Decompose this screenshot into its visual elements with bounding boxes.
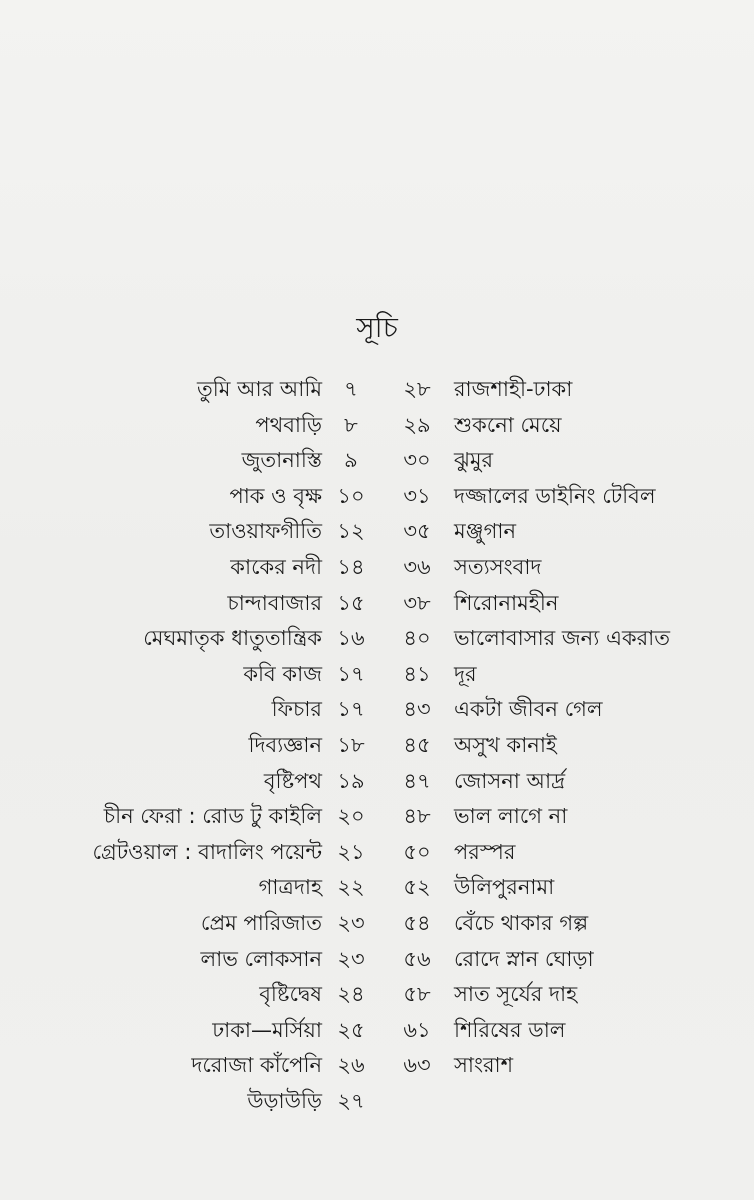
toc-right-title: ভালোবাসার জন্য একরাত xyxy=(454,626,671,651)
toc-left-page-number: ২৭ xyxy=(337,1088,365,1113)
toc-right-title: ঝুমুর xyxy=(454,448,494,473)
toc-right-page-number: ২৮ xyxy=(403,377,431,401)
toc-right-title: একটা জীবন গেল xyxy=(454,697,603,722)
toc-right-title: উলিপুরনামা xyxy=(454,875,555,900)
toc-row xyxy=(0,870,754,906)
toc-left-page-number: ১২ xyxy=(337,519,365,544)
toc-left-page-number: ১৮ xyxy=(337,732,365,757)
toc-left-title: বৃষ্টিপথ xyxy=(263,768,322,793)
toc-row xyxy=(0,657,754,693)
toc-left-page-number: ১৪ xyxy=(337,554,365,579)
toc-right-page-number: ৪৮ xyxy=(403,804,431,829)
toc-left-page-number: ২১ xyxy=(337,839,365,864)
toc-right-page-number: ৪১ xyxy=(403,661,431,686)
toc-left-title: দরোজা কাঁপেনি xyxy=(191,1053,322,1078)
toc-right-title: রোদে স্নান ঘোড়া xyxy=(454,946,594,971)
toc-right-title: সাংরাশ xyxy=(454,1053,514,1078)
toc-left-page-number: ২০ xyxy=(337,804,365,829)
toc-right-title: মঞ্জুগান xyxy=(454,519,516,544)
toc-right-page-number: ৪০ xyxy=(403,626,431,651)
toc-left-title: পাক ও বৃক্ষ xyxy=(229,483,322,508)
toc-right-page-number: ৪৭ xyxy=(403,768,431,793)
toc-left-title: তুমি আর আমি xyxy=(197,377,322,401)
toc-left-title: জুতানাস্তি xyxy=(241,448,322,473)
toc-left-page-number: ২৫ xyxy=(337,1017,365,1042)
toc-left-page-number: ১৭ xyxy=(337,697,365,722)
toc-left-page-number: ২৬ xyxy=(337,1053,365,1078)
toc-row xyxy=(0,764,754,800)
toc-row xyxy=(0,942,754,978)
toc-left-page-number: ২৩ xyxy=(337,946,365,971)
toc-left-page-number: ২২ xyxy=(337,875,365,900)
toc-right-page-number: ৫০ xyxy=(403,839,431,864)
toc-row xyxy=(0,799,754,835)
toc-right-title: শিরোনামহীন xyxy=(454,590,559,615)
toc-right-title: দূর xyxy=(454,661,477,686)
toc-left-title: ঢাকা—মর্সিয়া xyxy=(212,1017,322,1042)
toc-left-page-number: ২৩ xyxy=(337,910,365,935)
toc-right-title: সাত সূর্যের দাহ xyxy=(454,982,578,1007)
toc-right-page-number: ৫৮ xyxy=(403,982,431,1007)
toc-left-title: তাওয়াফগীতি xyxy=(209,519,322,544)
toc-left-title: কাকের নদী xyxy=(230,554,322,579)
toc-row xyxy=(0,408,754,444)
toc-list xyxy=(0,372,754,1119)
toc-left-page-number: ২৪ xyxy=(337,982,365,1007)
toc-left-page-number: ১৬ xyxy=(337,626,365,651)
toc-right-page-number: ২৯ xyxy=(403,412,431,437)
toc-row xyxy=(0,906,754,942)
toc-right-page-number: ৬৩ xyxy=(403,1053,431,1078)
toc-left-title: প্রেম পারিজাত xyxy=(200,910,322,935)
toc-right-page-number: ৩৬ xyxy=(403,554,431,579)
toc-right-page-number: ৬১ xyxy=(403,1017,431,1042)
toc-right-title: রাজশাহী-ঢাকা xyxy=(454,377,573,401)
toc-heading: সূচি xyxy=(356,311,398,344)
toc-left-page-number: ১৫ xyxy=(337,590,365,615)
toc-right-title: পরস্পর xyxy=(454,839,516,864)
toc-row xyxy=(0,514,754,550)
toc-left-page-number: ১৭ xyxy=(337,661,365,686)
toc-left-title: দিব্যজ্ঞান xyxy=(248,732,322,757)
toc-left-title: চান্দাবাজার xyxy=(227,590,322,615)
toc-row xyxy=(0,1013,754,1049)
toc-left-page-number: ১৯ xyxy=(337,768,365,793)
toc-row xyxy=(0,692,754,728)
toc-row xyxy=(0,621,754,657)
toc-right-title: জোসনা আর্দ্র xyxy=(454,768,566,793)
toc-left-title: গ্রেটওয়াল : বাদালিং পয়েন্ট xyxy=(92,839,322,864)
toc-right-page-number: ৩১ xyxy=(403,483,431,508)
toc-left-page-number: ১০ xyxy=(337,483,365,508)
toc-left-title: বৃষ্টিদ্বেষ xyxy=(259,982,322,1007)
toc-left-title: লাভ লোকসান xyxy=(200,946,322,971)
toc-left-title: উড়াউড়ি xyxy=(247,1088,322,1113)
toc-right-page-number: ৩৫ xyxy=(403,519,431,544)
toc-right-title: ভাল লাগে না xyxy=(454,804,568,829)
toc-right-page-number: ৪৫ xyxy=(403,732,431,757)
toc-left-title: কবি কাজ xyxy=(243,661,322,686)
toc-left-title: ফিচার xyxy=(271,697,322,722)
toc-right-title: অসুখ কানাই xyxy=(454,732,557,757)
toc-left-title: গাত্রদাহ xyxy=(258,875,322,900)
toc-right-page-number: ৫৬ xyxy=(403,946,431,971)
toc-right-title: বেঁচে থাকার গল্প xyxy=(454,910,589,935)
toc-row xyxy=(0,550,754,586)
toc-row xyxy=(0,835,754,871)
toc-left-page-number: ৯ xyxy=(344,448,358,473)
toc-left-page-number: ৭ xyxy=(344,377,358,401)
toc-right-title: দজ্জালের ডাইনিং টেবিল xyxy=(454,483,656,508)
toc-right-page-number: ৪৩ xyxy=(403,697,431,722)
toc-row xyxy=(0,728,754,764)
toc-row xyxy=(0,586,754,622)
toc-left-title: চীন ফেরা : রোড টু কাইলি xyxy=(103,804,322,829)
toc-left-title: পথবাড়ি xyxy=(255,412,322,437)
toc-row xyxy=(0,1084,754,1120)
toc-left-page-number: ৮ xyxy=(344,412,358,437)
toc-right-page-number: ৩০ xyxy=(403,448,431,473)
toc-row xyxy=(0,479,754,515)
toc-row xyxy=(0,1048,754,1084)
toc-right-title: সত্যসংবাদ xyxy=(454,554,542,579)
toc-right-title: শুকনো মেয়ে xyxy=(454,412,562,437)
toc-row xyxy=(0,977,754,1013)
toc-row xyxy=(0,443,754,479)
toc-right-title: শিরিষের ডাল xyxy=(454,1017,566,1042)
toc-right-page-number: ৩৮ xyxy=(403,590,431,615)
toc-left-title: মেঘমাতৃক ধাতুতান্ত্রিক xyxy=(143,626,322,651)
toc-right-page-number: ৫৪ xyxy=(403,910,431,935)
toc-row xyxy=(0,372,754,408)
toc-right-page-number: ৫২ xyxy=(403,875,431,900)
